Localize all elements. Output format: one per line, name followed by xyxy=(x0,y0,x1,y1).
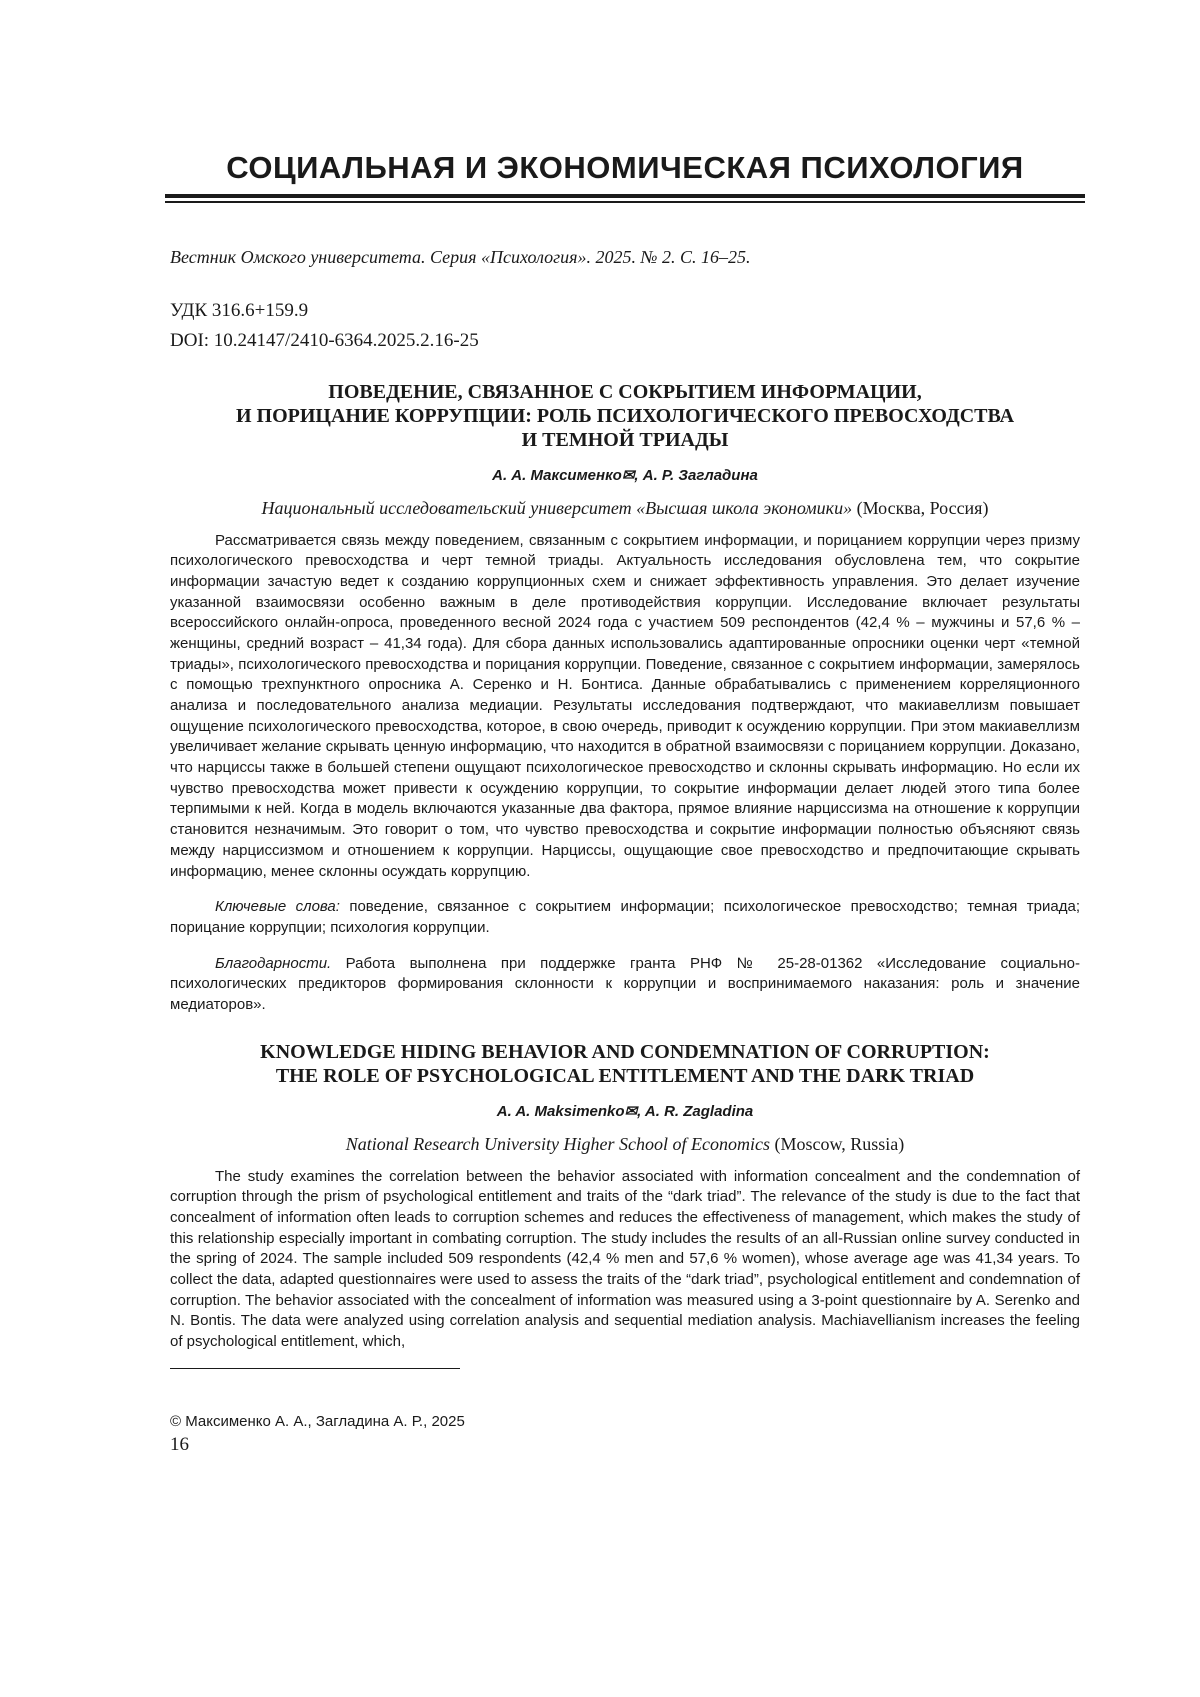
ru-affiliation-name: Национальный исследовательский университет «Высшая школа экономики» xyxy=(261,497,853,518)
en-affiliation xyxy=(170,1134,1080,1155)
page-number: 16 xyxy=(170,1433,189,1455)
ru-keywords-label: Ключевые слова: xyxy=(215,898,340,916)
section-header: СОЦИАЛЬНАЯ И ЭКОНОМИЧЕСКАЯ ПСИХОЛОГИЯ xyxy=(226,150,1024,185)
ru-title-line: И ТЕМНОЙ ТРИАДЫ xyxy=(521,428,729,451)
en-affiliation-place: (Moscow, Russia) xyxy=(769,1133,905,1154)
en-affiliation-name: National Research University Higher School of Economics xyxy=(345,1133,770,1154)
ru-affiliation xyxy=(170,498,1080,519)
ru-title-line: ПОВЕДЕНИЕ, СВЯЗАННОЕ С СОКРЫТИЕМ ИНФОРМАЦИИ, xyxy=(328,380,922,403)
doi: DOI: 10.24147/2410-6364.2025.2.16-25 xyxy=(170,329,479,351)
footnote-rule xyxy=(170,1368,460,1369)
en-title xyxy=(170,1040,1080,1088)
en-title-line: THE ROLE OF PSYCHOLOGICAL ENTITLEMENT AND THE DARK TRIAD xyxy=(275,1064,975,1087)
udk-code: УДК 316.6+159.9 xyxy=(170,299,309,321)
header-rule-thin xyxy=(165,201,1085,203)
ru-keywords-text: поведение, связанное с сокрытием информации; психологическое превосходство; темная триада; порицание коррупции; психология коррупции. xyxy=(170,898,1080,936)
journal-reference: Вестник Омского университета. Серия «Психология». 2025. № 2. С. 16–25. xyxy=(170,246,751,267)
ru-title xyxy=(170,380,1080,452)
en-abstract: The study examines the correlation between the behavior associated with information concealment and the condemnation of corruption through the prism of psychological entitlement and traits of the “dark triad”. The relevance of the study is due to the fact that concealment of information often leads to corruption schemes and reduces the effectiveness of management, which makes the study of this relationship especially important in combating corruption. The study includes the results of an all-Russian online survey conducted in the spring of 2024. The sample included 509 respondents (42,4 % men and 57,6 % women), whose average age was 41,34 years. To collect the data, adapted questionnaires were used to assess the traits of the “dark triad”, psychological entitlement and condemnation of corruption. The behavior associated with the concealment of information was measured using a 3-point questionnaire by A. Serenko and N. Bontis. The data were analyzed using correlation analysis and sequential mediation analysis. Machiavellianism increases the feeling of psychological entitlement, which, xyxy=(170,1167,1080,1351)
header-rule-thick xyxy=(165,194,1085,198)
ru-ack-text: Работа выполнена при поддержке гранта РНФ № 25-28-01362 «Исследование социально-психологических предикторов формирования склонности к коррупции и воспринимаемого наказания: роль и значение медиаторов». xyxy=(170,954,1080,1013)
ru-ack-label: Благодарности. xyxy=(215,954,332,972)
ru-keywords xyxy=(170,897,1080,938)
ru-acknowledgements xyxy=(170,954,1080,1016)
en-authors: A. A. Maksimenko✉, A. R. Zagladina xyxy=(496,1102,754,1120)
copyright-footnote: © Максименко А. А., Загладина А. Р., 2025 xyxy=(170,1412,465,1430)
ru-affiliation-place: (Москва, Россия) xyxy=(852,497,989,518)
ru-title-line: И ПОРИЦАНИЕ КОРРУПЦИИ: РОЛЬ ПСИХОЛОГИЧЕСКОГО ПРЕВОСХОДСТВА xyxy=(235,404,1015,427)
en-title-line: KNOWLEDGE HIDING BEHAVIOR AND CONDEMNATION OF CORRUPTION: xyxy=(260,1040,990,1063)
ru-abstract: Рассматривается связь между поведением, связанным с сокрытием информации, и порицанием коррупции через призму психологического превосходства и черт темной триады. Актуальность исследования обусловлена тем, что сокрытие информации зачастую ведет к созданию коррупционных схем и снижает эффективность управления. Это делает изучение указанной взаимосвязи особенно важным в деле противодействия коррупции. Исследование включает результаты всероссийского онлайн-опроса, проведенного весной 2024 года с участием 509 респондентов (42,4 % – мужчины и 57,6 % – женщины, средний возраст – 41,34 года). Для сбора данных использовались адаптированные опросники оценки черт «темной триады», психологического превосходства и порицания коррупции. Поведение, связанное с сокрытием информации, замерялось с помощью трехпунктного опросника А. Серенко и Н. Бонтиса. Данные обрабатывались с применением корреляционного анализа и последовательного анализа медиации. Результаты исследования подтверждают, что макиавеллизм повышает ощущение психологического превосходства, которое, в свою очередь, приводит к осуждению коррупции. При этом макиавеллизм увеличивает желание скрывать ценную информацию, что находится в обратной взаимосвязи с порицанием коррупции. Доказано, что нарциссы также в большей степени ощущают психологическое превосходство и склонны скрывать информацию. Но если их чувство превосходства может привести к осуждению коррупции, то сокрытие информации делает людей этого типа более терпимыми к ней. Когда в модель включаются указанные два фактора, прямое влияние нарциссизма на отношение к коррупции становится незначимым. Это говорит о том, что чувство превосходства и сокрытие информации полностью объясняют связь между нарциссизмом и отношением к коррупции. Нарциссы, ощущающие свое превосходство и предпочитающие скрывать информацию, менее склонны осуждать коррупцию. xyxy=(170,531,1080,880)
ru-authors: А. А. Максименко✉, А. Р. Загладина xyxy=(492,466,758,484)
